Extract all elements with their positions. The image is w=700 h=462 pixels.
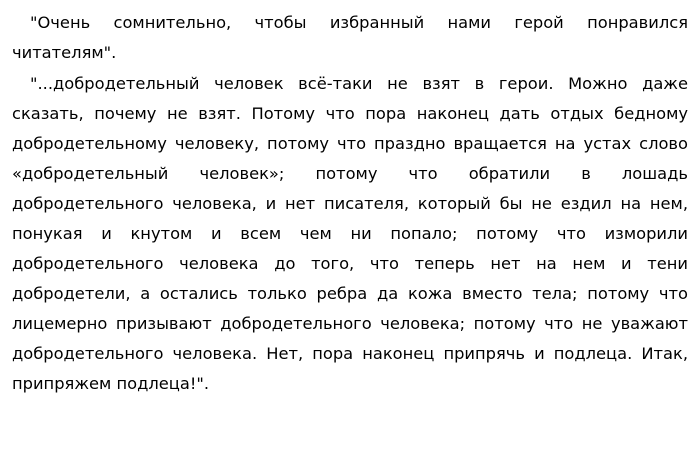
paragraph-quote-1: "Очень сомнительно, чтобы избранный нами герой понравился читателям". xyxy=(12,13,688,62)
paragraph-quote-2: "...добродетельный человек всё-таки не взят в герои. Можно даже сказать, почему не взят. Потому что пора наконец дать отдых бедному добродетельному человеку, потому что праздно вращается на устах слово «добродетельный человек»; потому что обратили в лошадь добродетельного человека, и нет писателя, который бы не ездил на нем, понукая и кнутом и всем чем ни попало; потому что изморили добродетельного человека до того, что теперь нет на нем и тени добродетели, а остались только ребра да кожа вместо тела; потому что лицемерно призывают добродетельного человека; потому что не уважают добродетельного человека. Нет, пора наконец припрячь и подлеца. Итак, припряжем подлеца!". xyxy=(12,74,688,393)
